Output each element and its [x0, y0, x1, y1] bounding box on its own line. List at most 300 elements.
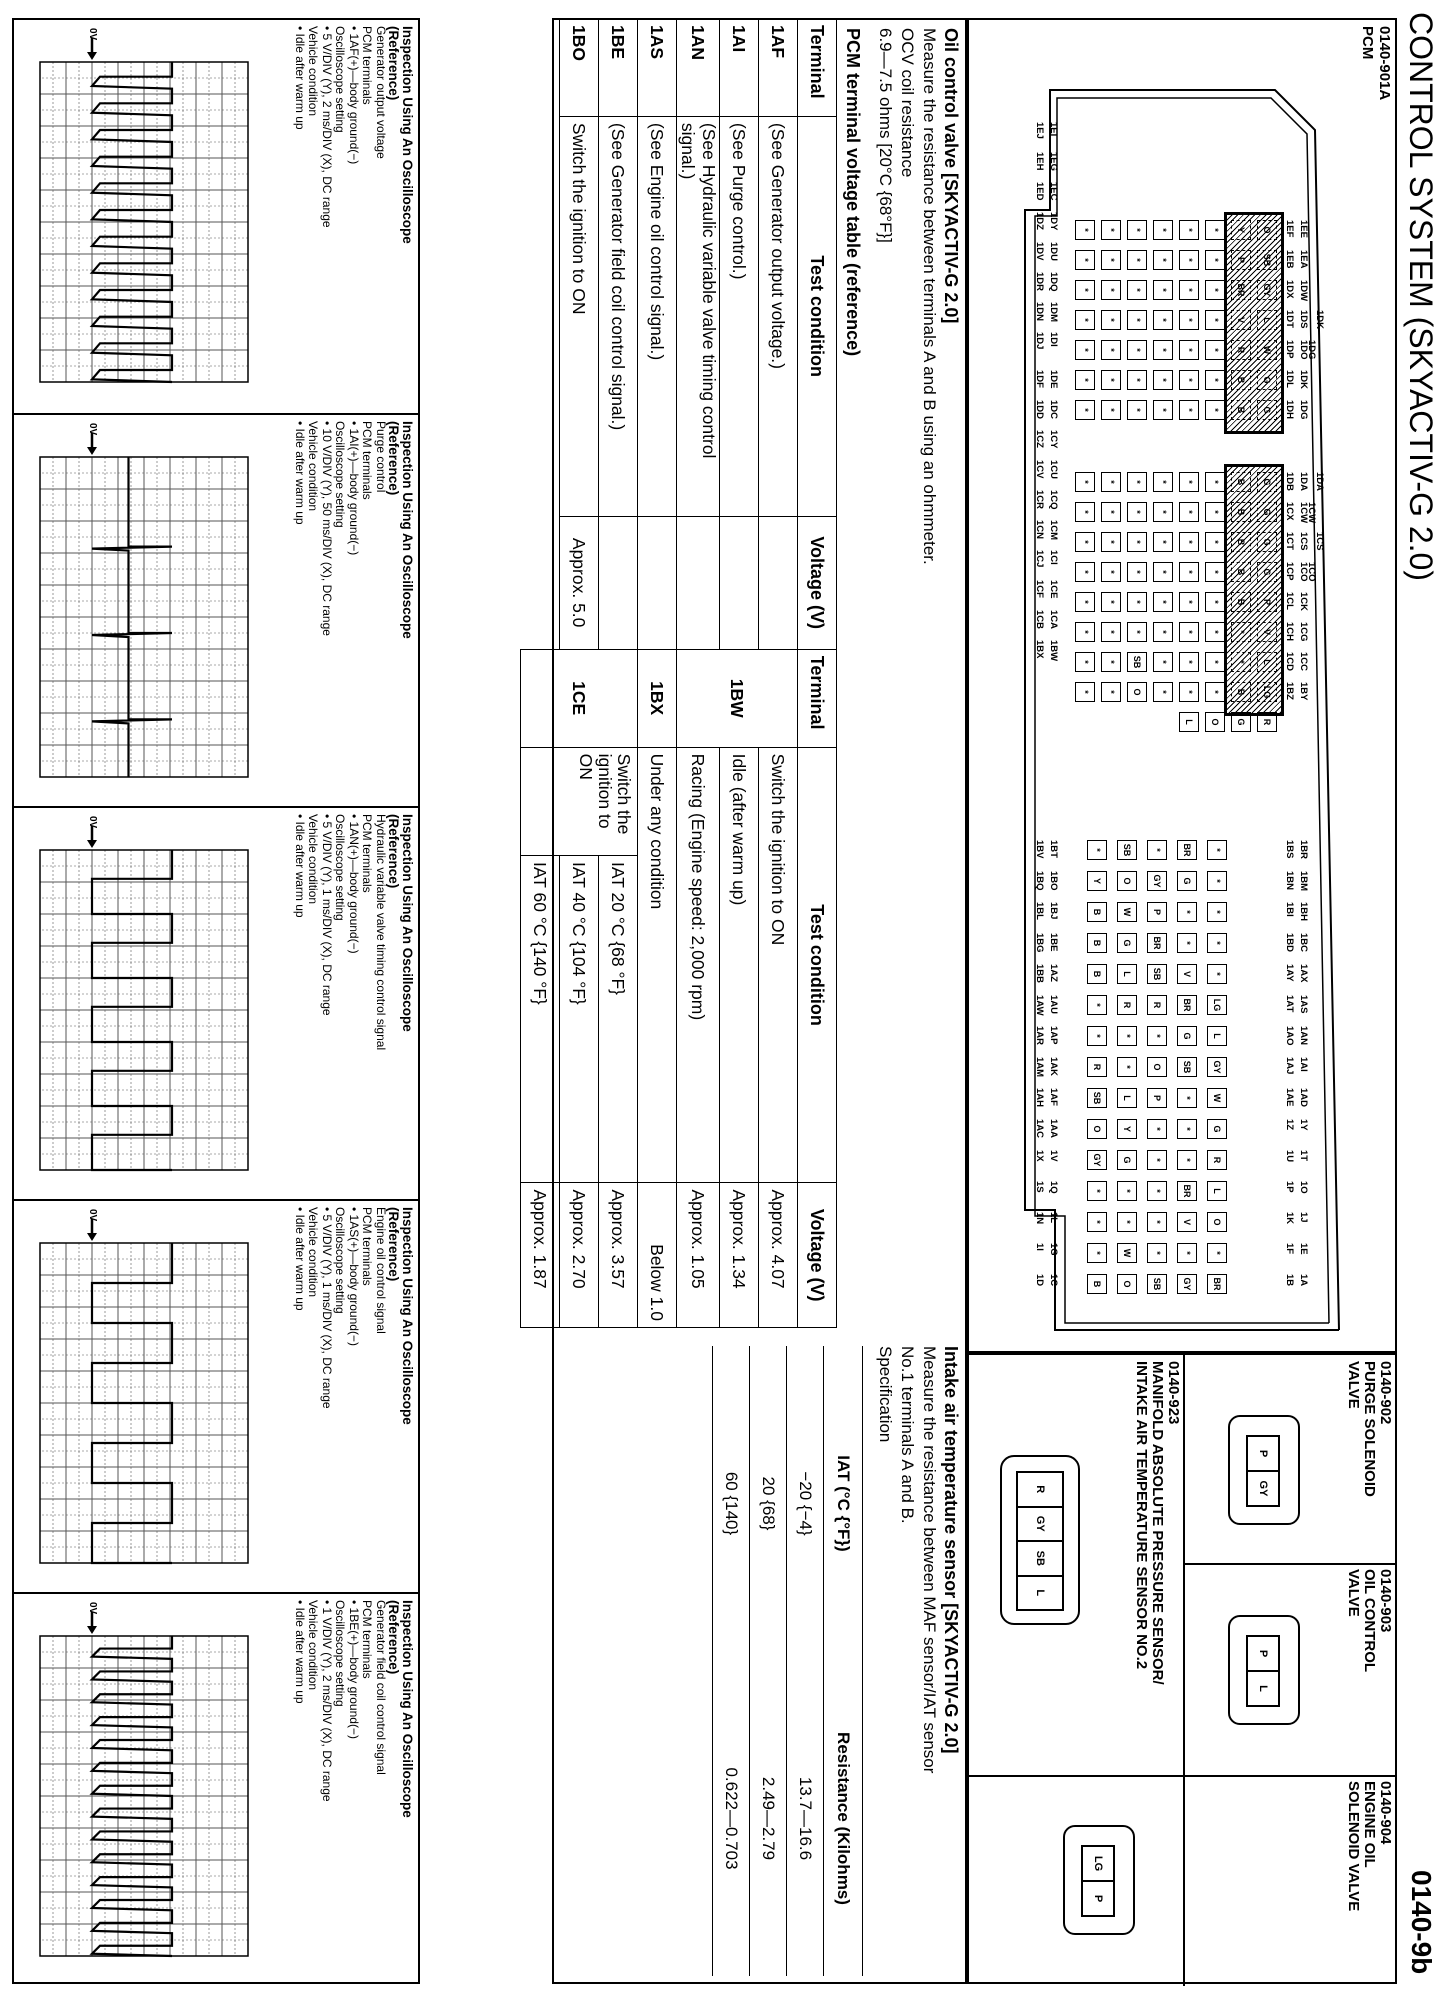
oscilloscope-line: • 1AN(+)—body ground(−)	[347, 814, 361, 954]
pin-label: 1DP	[1284, 340, 1295, 359]
zero-volt-label: 0V	[87, 28, 98, 41]
pin: *	[1179, 370, 1199, 390]
zero-volt-label: 0V	[87, 1209, 98, 1222]
oscilloscope-line: • Idle after warm up	[293, 814, 307, 918]
pin-label: 1I	[1034, 1243, 1045, 1251]
table-row: −20 {−4} 13.7—16.6	[787, 1346, 824, 1976]
pin: Y	[1087, 871, 1107, 891]
pcm-code: 0140-901A	[1376, 26, 1393, 101]
pin: *	[1087, 1026, 1107, 1046]
pin: BR	[1207, 1274, 1227, 1294]
pin: *	[1179, 472, 1199, 492]
pin-label: 1CL	[1284, 592, 1295, 610]
pin: *	[1075, 220, 1095, 240]
pin-label: 1CP	[1284, 562, 1295, 581]
pin-label: 1CX	[1284, 502, 1295, 521]
pin-label: 1BG	[1034, 933, 1045, 953]
pin: *	[1179, 652, 1199, 672]
pin-label: 1AY	[1284, 964, 1295, 982]
ocv-line2: OCV coil resistance	[898, 28, 917, 178]
pin: *	[1179, 280, 1199, 300]
pin-label: 1CB	[1034, 610, 1045, 630]
pin: *	[1205, 370, 1225, 390]
pin-label: 1CD	[1284, 652, 1295, 672]
pin: *	[1179, 592, 1199, 612]
pin: B	[1231, 370, 1251, 390]
pin: *	[1075, 340, 1095, 360]
pin: *	[1205, 622, 1225, 642]
oscilloscope-panel	[14, 20, 418, 413]
pin: *	[1127, 280, 1147, 300]
pin-label: 1DC	[1048, 400, 1059, 420]
pin: B	[1087, 1274, 1107, 1294]
pin: *	[1153, 220, 1173, 240]
pin: *	[1231, 652, 1251, 672]
pin: *	[1205, 682, 1225, 702]
pin-label: 1ED	[1034, 182, 1045, 201]
pin: G	[1257, 562, 1277, 582]
pin: P	[1257, 592, 1277, 612]
pin: L	[1117, 964, 1137, 984]
oscilloscope-line: Vehicle condition	[306, 421, 321, 512]
pin: B	[1231, 682, 1251, 702]
pin-label: 1BC	[1298, 933, 1309, 953]
pin: *	[1153, 472, 1173, 492]
oscilloscope-section	[12, 18, 420, 1984]
pin: *	[1205, 652, 1225, 672]
pin-label: 1DO	[1298, 340, 1309, 360]
pin: G	[1257, 472, 1277, 492]
pin: *	[1205, 310, 1225, 330]
pin: *	[1127, 220, 1147, 240]
pin: O	[1257, 220, 1277, 240]
pin-label: 1AU	[1048, 995, 1059, 1015]
pin: *	[1101, 532, 1121, 552]
pin: SB	[1117, 840, 1137, 860]
pin: *	[1087, 1181, 1107, 1201]
table-row: 20 {68} 2.49—2.79	[750, 1346, 787, 1976]
pin: *	[1075, 250, 1095, 270]
pin: V	[1177, 964, 1197, 984]
pin: B	[1231, 562, 1251, 582]
pin: L	[1207, 1026, 1227, 1046]
eosv-pin-b: P	[1092, 1894, 1104, 1903]
pin-label: 1BM	[1298, 871, 1309, 892]
pin: W	[1117, 902, 1137, 922]
pin-label: 1DI	[1048, 332, 1059, 347]
pin-label: 1AN	[1298, 1026, 1309, 1046]
pin-label: 1EA	[1298, 250, 1309, 269]
pin-label: 1BH	[1298, 902, 1309, 922]
pcm-voltage-table	[520, 18, 837, 1328]
oscilloscope-waveform	[14, 1594, 418, 1987]
pin: BR	[1177, 840, 1197, 860]
pin-label: 1DS	[1298, 310, 1309, 329]
oscilloscope-line: Vehicle condition	[306, 26, 321, 117]
pin: *	[1075, 622, 1095, 642]
pin-label: 1AI	[1298, 1057, 1309, 1072]
pin-label: 1O	[1298, 1181, 1309, 1194]
pin: *	[1179, 562, 1199, 582]
pin-label: 1DK	[1298, 370, 1309, 390]
oscilloscope-line: • 1AF(+)—body ground(−)	[347, 26, 361, 165]
table-row: 1AF (See Generator output voltage.) 1BW Switch the ignition to ON Approx. 4.07	[759, 19, 798, 1328]
pin: LG	[1207, 995, 1227, 1015]
pin: *	[1087, 1243, 1107, 1263]
table-row: 1BO Switch the ignition to ON Approx. 5.0 IAT 40 °C {104 °F} Approx. 2.70	[560, 19, 599, 1328]
pin-label: 1A	[1298, 1274, 1309, 1287]
purge-pin-a: P	[1248, 1437, 1278, 1472]
table-row: 1BE (See Generator field coil control signal.) 1CE Switch the ignition to ON IAT 20 °C {68 °F} Approx. 3.57	[599, 19, 638, 1328]
pin: *	[1207, 964, 1227, 984]
pin: *	[1205, 592, 1225, 612]
pin: *	[1117, 1057, 1137, 1077]
pin: B	[1231, 472, 1251, 492]
pin: O	[1087, 1119, 1107, 1139]
eosv-connector	[1063, 1825, 1135, 1935]
pin: *	[1153, 622, 1173, 642]
pin: *	[1179, 220, 1199, 240]
oscilloscope-line: PCM terminals	[360, 26, 375, 105]
pin: GY	[1257, 280, 1277, 300]
page-id: 0140-9b	[1406, 1870, 1437, 1975]
pin: *	[1075, 682, 1095, 702]
pin: R	[1147, 995, 1167, 1015]
divider	[1185, 1563, 1395, 1565]
pin: *	[1177, 933, 1197, 953]
oscilloscope-waveform	[14, 1201, 418, 1594]
pin: *	[1205, 280, 1225, 300]
pin-label: 1Z	[1284, 1119, 1295, 1131]
pin: *	[1127, 472, 1147, 492]
pin: V	[1231, 310, 1251, 330]
pin-label: 1B	[1284, 1274, 1295, 1287]
pin-label: 1EH	[1034, 152, 1045, 171]
pin-label: 1DW	[1298, 280, 1309, 302]
pin: O	[1127, 682, 1147, 702]
pin: BR	[1147, 933, 1167, 953]
pin: *	[1147, 1119, 1167, 1139]
pin-label: 1X	[1034, 1150, 1045, 1162]
oscilloscope-line: Engine oil control signal	[374, 1207, 388, 1334]
pin-label: 1EG	[1048, 152, 1059, 172]
pin-label: 1CJ	[1034, 550, 1045, 568]
iat-col2: Resistance (Kilohms)	[824, 1661, 863, 1976]
pin: *	[1087, 995, 1107, 1015]
pcm-name: PCM	[1359, 26, 1376, 60]
oscilloscope-line: Purge control	[374, 421, 388, 493]
pin: *	[1075, 370, 1095, 390]
eosv-connector-label: 0140-904 ENGINE OIL SOLENOID VALVE	[1345, 1781, 1394, 1912]
pin: GY	[1087, 1150, 1107, 1170]
map-pin-a: R	[1018, 1473, 1062, 1508]
oscilloscope-line: (Reference)	[386, 1207, 402, 1282]
pin-label: 1CV	[1034, 460, 1045, 479]
pin-label: 1AM	[1034, 1057, 1045, 1078]
pin-label: 1AH	[1034, 1088, 1045, 1108]
pin: BR	[1231, 280, 1251, 300]
oscilloscope-line: (Reference)	[386, 1600, 402, 1675]
pin-label: 1C	[1048, 1274, 1059, 1287]
pin-label: 1DL	[1284, 370, 1295, 388]
pin: L	[1257, 652, 1277, 672]
pin-label: 1DE	[1048, 370, 1059, 389]
pin-label: 1Q	[1048, 1181, 1059, 1194]
pin-label: 1U	[1284, 1150, 1295, 1163]
pin: *	[1205, 400, 1225, 420]
pin-label: 1CN	[1034, 520, 1045, 540]
pin: W	[1207, 1088, 1227, 1108]
pin: B	[1087, 964, 1107, 984]
pin-label: 1DU	[1048, 242, 1059, 262]
pin-label: 1CI	[1048, 550, 1059, 565]
oscilloscope-line: Inspection Using An Oscilloscope	[400, 26, 415, 244]
pin: B	[1231, 592, 1251, 612]
ocv-line1: Measure the resistance between terminals A and B using an ohmmeter.	[920, 28, 939, 565]
pin: *	[1153, 652, 1173, 672]
zero-volt-label: 0V	[87, 1602, 98, 1615]
pin-label: 1BL	[1034, 902, 1045, 920]
eosv-pin-a: LG	[1083, 1847, 1113, 1882]
pin: *	[1075, 562, 1095, 582]
pin-label: 1BY	[1298, 682, 1309, 701]
pin-label: 1BB	[1034, 964, 1045, 984]
iat-title: Intake air temperature sensor [SKYACTIV-G 2.0]	[941, 1346, 961, 1754]
pin: SB	[1087, 1088, 1107, 1108]
pin-label: 1V	[1048, 1150, 1059, 1162]
pin: SB	[1257, 250, 1277, 270]
pin: *	[1179, 622, 1199, 642]
pin-label: 1L	[1048, 1212, 1059, 1224]
oscilloscope-line: • Idle after warm up	[293, 1600, 307, 1704]
pin: SB	[1147, 964, 1167, 984]
pin-label: 1DR	[1034, 272, 1045, 292]
pin: *	[1153, 592, 1173, 612]
pin: *	[1205, 220, 1225, 240]
pin: *	[1087, 1212, 1107, 1232]
pin: G	[1257, 400, 1277, 420]
oscilloscope-line: PCM terminals	[360, 814, 375, 893]
pin: P	[1147, 1088, 1167, 1108]
pin: *	[1179, 340, 1199, 360]
pin: *	[1207, 840, 1227, 860]
pin-label: 1CF	[1034, 580, 1045, 598]
oscilloscope-line: Hydraulic variable valve timing control signal	[374, 814, 388, 1051]
pin: *	[1207, 933, 1227, 953]
oscilloscope-line: • 1AS(+)—body ground(−)	[347, 1207, 361, 1346]
oscilloscope-line: PCM terminals	[360, 1207, 375, 1286]
oscilloscope-line: • 5 V/DIV (Y), 1 ms/DIV (X), DC range	[320, 814, 334, 1016]
pin: L	[1179, 712, 1199, 732]
pin: *	[1207, 871, 1227, 891]
pin: *	[1205, 340, 1225, 360]
pin-label: 1AW	[1034, 995, 1045, 1016]
pin-label: 1BQ	[1034, 871, 1045, 891]
pin-label: 1CU	[1048, 460, 1059, 480]
pin-label: 1N	[1034, 1212, 1045, 1225]
pin: O	[1117, 871, 1137, 891]
pin-label: 1AD	[1298, 1088, 1309, 1108]
pin: *	[1101, 400, 1121, 420]
oscilloscope-panel	[14, 1199, 418, 1592]
pin-label: 1CM	[1048, 520, 1059, 541]
pin-label: 1AT	[1284, 995, 1295, 1013]
pin-label: 1CW	[1298, 502, 1309, 524]
pin-label: 1F	[1284, 1243, 1295, 1255]
pin-label: 1BV	[1034, 840, 1045, 859]
pin-label: 1DZ	[1034, 212, 1045, 230]
pin: *	[1101, 310, 1121, 330]
map-sensor-label: 0140-923 MANIFOLD ABSOLUTE PRESSURE SENSOR/ INTAKE AIR TEMPERATURE SENSOR NO.2	[1133, 1361, 1182, 1685]
pin: *	[1101, 622, 1121, 642]
pin: L	[1117, 1088, 1137, 1108]
pin: Y	[1231, 220, 1251, 240]
pin: SB	[1147, 1274, 1167, 1294]
table-row: IAT 60 °C {140 °F} Approx. 1.87	[521, 19, 560, 1328]
pin: *	[1101, 280, 1121, 300]
oscilloscope-panel	[14, 413, 418, 806]
pin: P	[1231, 250, 1251, 270]
pin: O	[1205, 712, 1225, 732]
pin: W	[1257, 340, 1277, 360]
pin: *	[1101, 652, 1121, 672]
oscilloscope-line: (Reference)	[386, 26, 402, 101]
pin: *	[1075, 502, 1095, 522]
pin: *	[1147, 1243, 1167, 1263]
map-pin-c: SB	[1018, 1542, 1062, 1577]
pin-label: 1DY	[1048, 212, 1059, 231]
oscilloscope-line: Inspection Using An Oscilloscope	[400, 1600, 415, 1818]
map-sensor-connector	[1000, 1455, 1080, 1625]
pin-label: 1DK	[1314, 310, 1325, 330]
pin: G	[1231, 712, 1251, 732]
pin-label: 1BS	[1284, 840, 1295, 859]
oscilloscope-line: Vehicle condition	[306, 814, 321, 905]
ocv-title: Oil control valve [SKYACTIV-G 2.0]	[941, 28, 961, 324]
oscilloscope-panel	[14, 806, 418, 1199]
oscilloscope-line: (Reference)	[386, 814, 402, 889]
pin: SB	[1177, 1057, 1197, 1077]
pin-label: 1BT	[1048, 840, 1059, 858]
oscilloscope-line: • 5 V/DIV (Y), 1 ms/DIV (X), DC range	[320, 1207, 334, 1409]
oscilloscope-line: Oscilloscope setting	[333, 1600, 348, 1707]
iat-resistance-table	[712, 1346, 863, 1976]
pin: *	[1179, 502, 1199, 522]
pin: P	[1147, 902, 1167, 922]
pin: *	[1147, 1181, 1167, 1201]
oscilloscope-line: Vehicle condition	[306, 1600, 321, 1691]
pin: *	[1127, 622, 1147, 642]
pin: R	[1117, 995, 1137, 1015]
pin: GY	[1177, 1274, 1197, 1294]
table-row: 1AS (See Engine oil control signal.) 1BX Under any condition Below 1.0	[638, 19, 677, 1328]
pin: R	[1087, 1057, 1107, 1077]
pin: *	[1127, 250, 1147, 270]
pin-label: 1DX	[1284, 280, 1295, 299]
oscilloscope-line: Oscilloscope setting	[333, 814, 348, 921]
divider	[1183, 1355, 1185, 1986]
pin-label: 1CA	[1048, 610, 1059, 630]
pin: *	[1075, 400, 1095, 420]
pin: *	[1127, 370, 1147, 390]
oscilloscope-waveform	[14, 20, 418, 413]
pin-label: 1EB	[1284, 250, 1295, 269]
iat-col1: IAT (°C {°F})	[824, 1346, 863, 1661]
pin: *	[1179, 682, 1199, 702]
pin-label: 1AO	[1284, 1026, 1295, 1046]
oscilloscope-line: • 10 V/DIV (Y), 50 ms/DIV (X), DC range	[320, 421, 334, 636]
pin: SB	[1127, 652, 1147, 672]
pin: *	[1177, 1243, 1197, 1263]
pin: *	[1117, 1026, 1137, 1046]
zero-volt-label: 0V	[87, 816, 98, 829]
pin: R	[1207, 1150, 1227, 1170]
pin-label: 1J	[1298, 1212, 1309, 1223]
divider	[965, 1775, 1395, 1777]
oscilloscope-line: Inspection Using An Oscilloscope	[400, 1207, 415, 1425]
pin: *	[1205, 472, 1225, 492]
pin-label: 1AF	[1048, 1088, 1059, 1106]
oscilloscope-line: • 5 V/DIV (Y), 2 ms/DIV (X), DC range	[320, 26, 334, 228]
pin-label: 1BE	[1048, 933, 1059, 952]
pin: *	[1147, 840, 1167, 860]
pin-label: 1CT	[1284, 532, 1295, 550]
pin: R	[1231, 340, 1251, 360]
pin: B	[1231, 502, 1251, 522]
pin-label: 1CQ	[1048, 490, 1059, 510]
oscilloscope-panel	[14, 1592, 418, 1985]
pin-label: 1EE	[1298, 220, 1309, 238]
pin: *	[1117, 1181, 1137, 1201]
pin: *	[1075, 472, 1095, 492]
pin-label: 1BX	[1034, 640, 1045, 659]
pin: *	[1101, 220, 1121, 240]
oscilloscope-waveform	[14, 808, 418, 1201]
pin: *	[1153, 502, 1173, 522]
pin-label: 1EC	[1048, 182, 1059, 201]
pin-label: 1DG	[1298, 400, 1309, 420]
pin: *	[1153, 682, 1173, 702]
pin: Y	[1117, 1119, 1137, 1139]
pin: *	[1153, 532, 1173, 552]
pin: *	[1153, 310, 1173, 330]
pin: *	[1127, 532, 1147, 552]
pin: BR	[1177, 995, 1197, 1015]
pin: *	[1177, 1088, 1197, 1108]
purge-valve-connector	[1228, 1415, 1300, 1525]
pin-label: 1DN	[1034, 302, 1045, 322]
pin: *	[1101, 340, 1121, 360]
pin: *	[1177, 1119, 1197, 1139]
pin: *	[1207, 902, 1227, 922]
pin: G	[1177, 1026, 1197, 1046]
pin: GY	[1147, 871, 1167, 891]
pin: L	[1257, 310, 1277, 330]
pin-label: 1BO	[1048, 871, 1059, 891]
pin: LG	[1257, 682, 1277, 702]
pin: *	[1179, 532, 1199, 552]
pin: O	[1147, 1057, 1167, 1077]
voltage-table-title: PCM terminal voltage table (reference)	[843, 28, 863, 357]
pin: R	[1257, 712, 1277, 732]
zero-volt-label: 0V	[87, 423, 98, 436]
pin-label: 1BW	[1048, 640, 1059, 662]
pin: *	[1127, 310, 1147, 330]
map-pin-b: GY	[1018, 1508, 1062, 1543]
pin: B	[1231, 400, 1251, 420]
pin-label: 1AA	[1048, 1119, 1059, 1139]
pin-label: 1BZ	[1284, 682, 1295, 700]
